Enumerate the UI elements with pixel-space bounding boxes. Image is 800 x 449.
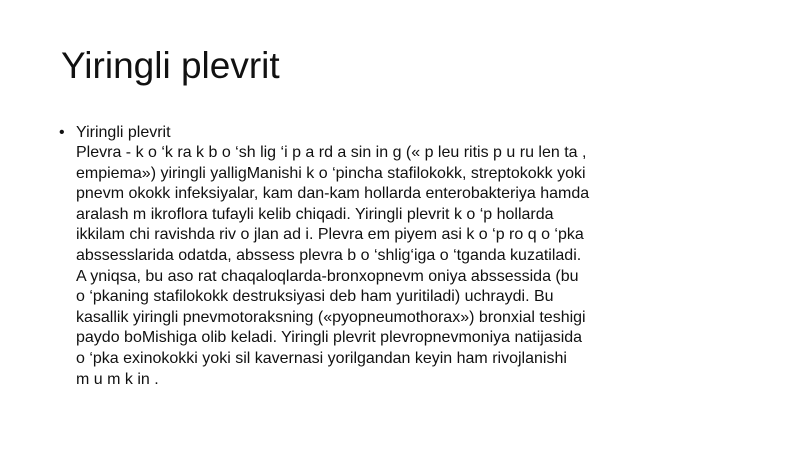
body-line: empiema») yiringli yalligManishi k o ‘pincha stafilokokk, streptokokk yoki xyxy=(76,164,586,182)
body-line: A yniqsa, bu aso rat chaqaloqlarda-bronxopnevm oniya abssessida (bu xyxy=(76,267,579,285)
bullet-item xyxy=(59,122,739,390)
slide-title: Yiringli plevrit xyxy=(61,45,280,86)
body-line: o ‘pkaning stafilokokk destruksiyasi deb ham yuritiladi) uchraydi. Bu xyxy=(76,288,554,306)
body-line: aralash m ikroflora tufayli kelib chiqadi. Yiringli plevrit k o ‘p hollarda xyxy=(76,205,554,223)
body-line: paydo boMishiga olib keladi. Yiringli plevrit plevropnevmoniya natijasida xyxy=(76,329,583,347)
body-line: pnevm okokk infeksiyalar, kam dan-kam hollarda enterobakteriya hamda xyxy=(76,185,590,203)
bullet-heading: Yiringli plevrit xyxy=(76,124,171,141)
slide-content xyxy=(59,122,739,390)
body-line: abssesslarida odatda, abssess plevra b o ‘shlig‘iga o ‘tganda kuzatiladi. xyxy=(76,246,582,264)
bullet-icon: • xyxy=(59,124,65,141)
body-text xyxy=(76,143,739,390)
body-line: ikkilam chi ravishda riv o jlan ad i. Plevra em piyem asi k o ‘p ro q o ‘pka xyxy=(76,226,584,244)
body-line: kasallik yiringli pnevmotoraksning («pyopneumothorax») bronxial teshigi xyxy=(76,308,586,326)
body-line: o ‘pka exinokokki yoki sil kavernasi yorilgandan keyin ham rivojlanishi xyxy=(76,349,567,367)
body-line: m u m k in . xyxy=(76,370,159,388)
body-line: Plevra - k o ‘k ra k b o ‘sh lig ‘i p a rd a sin in g (« p leu ritis p u ru len ta , xyxy=(76,144,587,161)
